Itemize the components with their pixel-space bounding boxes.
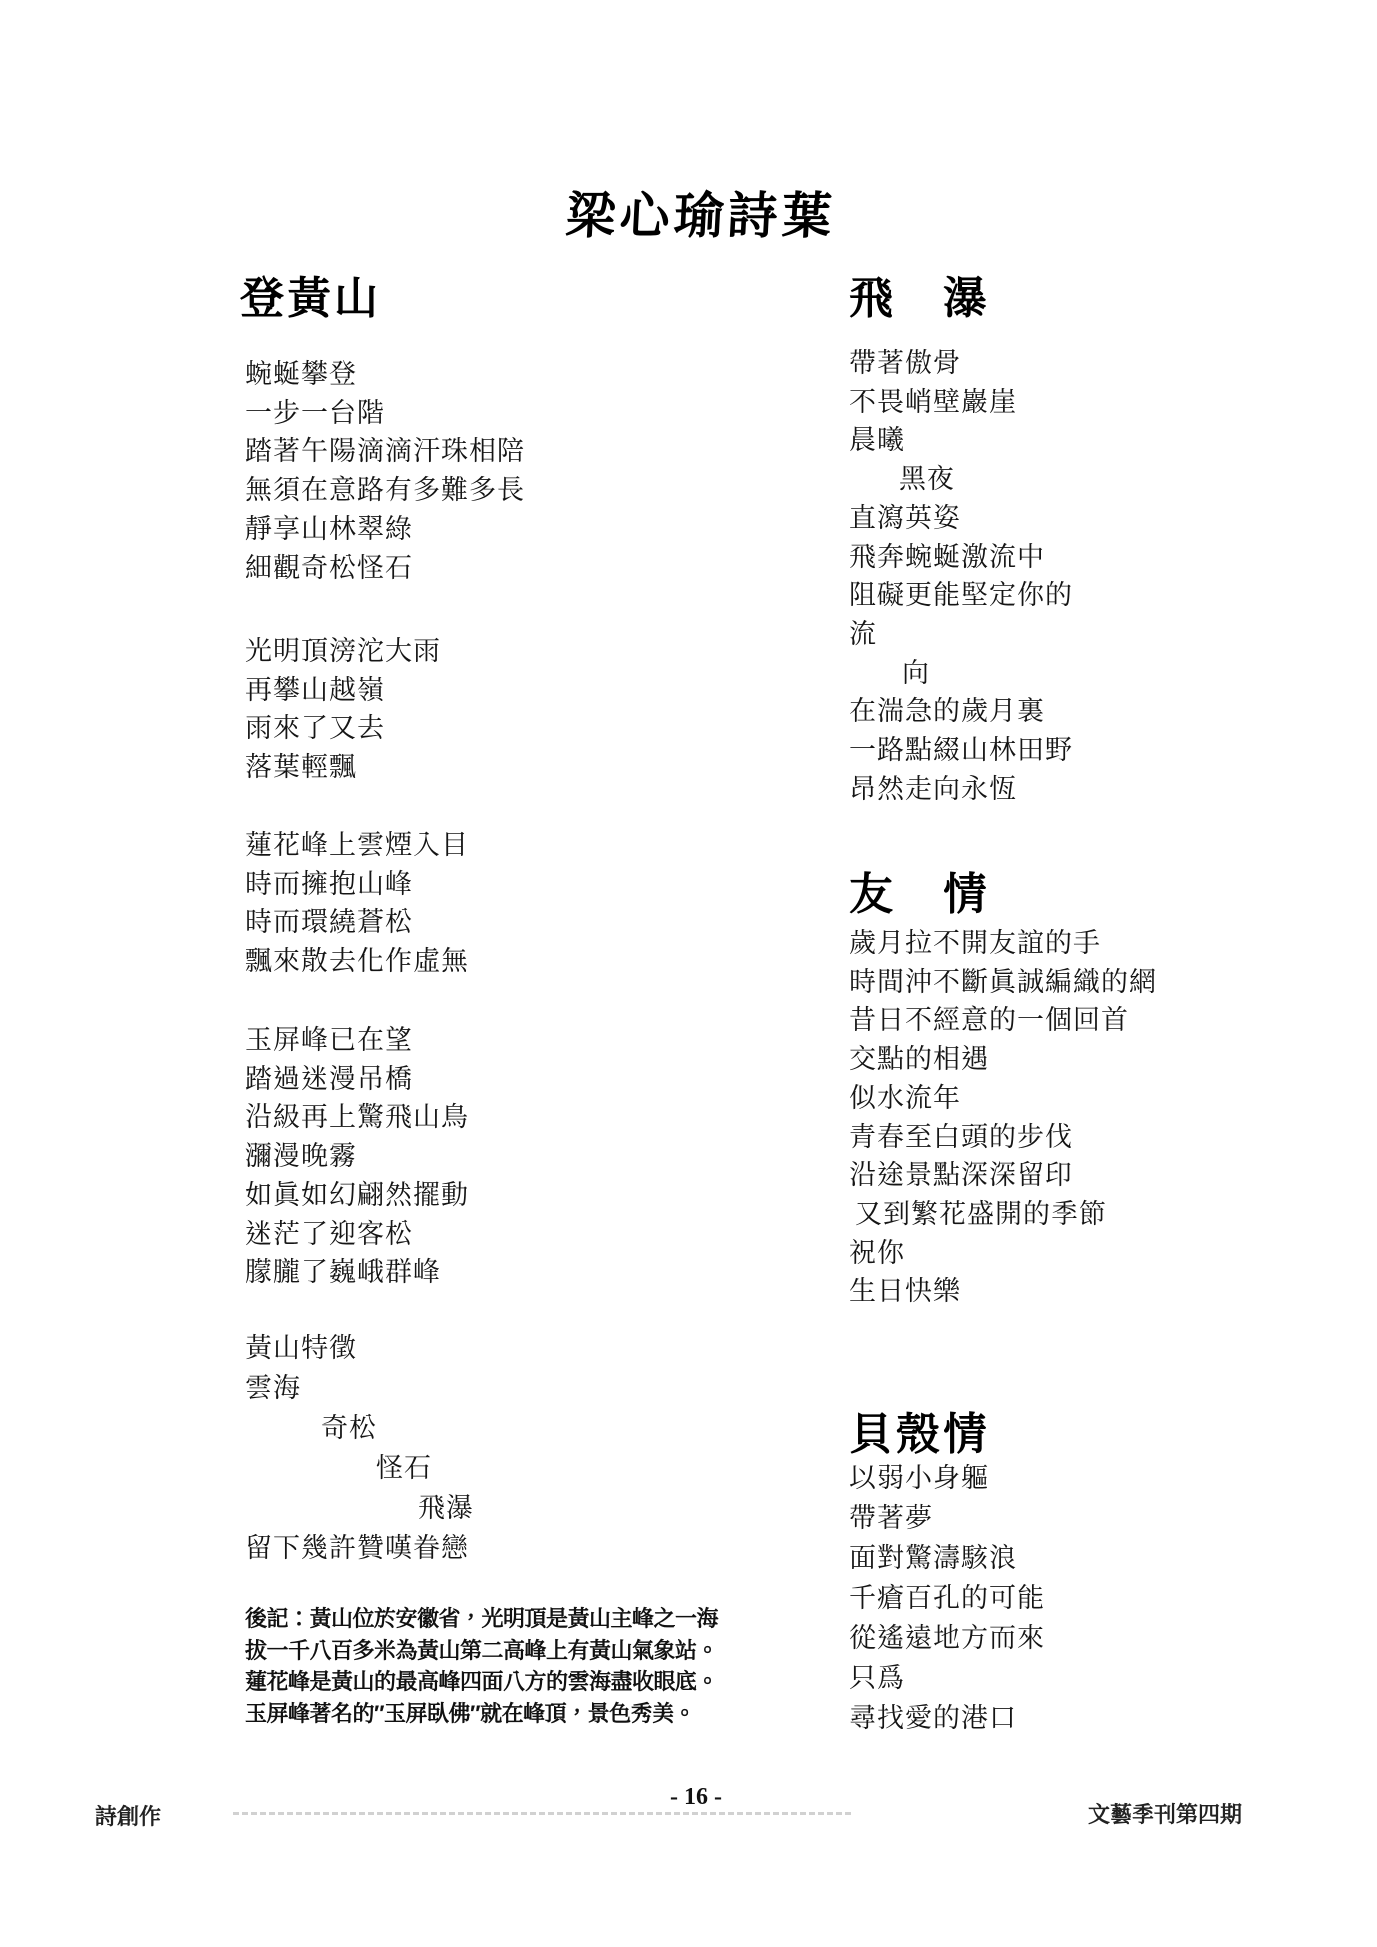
poem-line: 一路點綴山林田野 (849, 735, 1073, 766)
poem-line: 黃山特徵 (245, 1333, 357, 1363)
poem-line: 飛奔蜿蜒激流中 (849, 541, 1045, 572)
poem-line: 怪石 (376, 1453, 432, 1483)
afterword-line: 拔一千八百多米為黃山第二高峰上有黃山氣象站。 (245, 1637, 719, 1663)
poem-you-qing (849, 924, 1157, 1311)
poem-line: 晨曦 (849, 425, 905, 456)
poem-line: 留下幾許贊嘆眷戀 (245, 1533, 469, 1563)
poem-line: 交點的相遇 (849, 1044, 989, 1075)
poem-line: 玉屏峰已在望 (245, 1025, 413, 1055)
poem-line: 流 (849, 618, 877, 649)
poem-stanza-5 (245, 1328, 474, 1568)
page-number: - 16 - (670, 1784, 722, 1810)
poem-line: 奇松 (321, 1413, 377, 1443)
poem-line: 從遙遠地方而來 (849, 1623, 1045, 1653)
poem-line: 靜享山林翠綠 (245, 513, 413, 544)
poem-stanza-3 (245, 826, 469, 981)
poem-line: 昔日不經意的一個回首 (849, 1005, 1129, 1036)
poem-stanza-2 (245, 632, 441, 787)
footer-journal-label: 文藝季刊第四期 (1088, 1802, 1243, 1827)
poem-line: 歲月拉不開友誼的手 (849, 928, 1101, 958)
poem-line: 似水流年 (849, 1082, 961, 1113)
poem-title-you-qing: 友 情 (849, 870, 990, 919)
poem-title-fei-pu: 飛 瀑 (849, 274, 990, 323)
poem-line: 無須在意路有多難多長 (245, 475, 525, 506)
poem-line: 又到繁花盛開的季節 (855, 1198, 1107, 1229)
poem-title-bei-ke-qing: 貝殼情 (849, 1410, 990, 1459)
poem-title-deng-huangshan: 登黃山 (240, 274, 381, 323)
poem-line: 蜿蜒攀登 (245, 359, 357, 389)
poem-line: 只爲 (849, 1663, 905, 1693)
page-title: 梁心瑜詩葉 (564, 186, 838, 245)
poem-stanza-1 (245, 355, 525, 587)
poem-line: 迷茫了迎客松 (245, 1218, 413, 1249)
poem-line: 昂然走向永恆 (849, 773, 1017, 804)
poem-line: 不畏峭壁巖崖 (849, 386, 1017, 417)
poem-stanza-4 (245, 1021, 469, 1292)
poem-line: 飄來散去化作虛無 (245, 946, 469, 977)
poem-line: 黑夜 (899, 464, 955, 495)
afterword-line: 後記：黃山位於安徽省，光明頂是黃山主峰之一海 (245, 1606, 719, 1631)
poem-line: 細觀奇松怪石 (245, 552, 413, 583)
poem-line: 雲海 (245, 1373, 301, 1403)
poem-line: 帶著傲骨 (849, 348, 961, 378)
poem-line: 再攀山越嶺 (245, 674, 385, 705)
poem-line: 時間沖不斷眞誠編織的網 (849, 966, 1157, 997)
poem-line: 時而擁抱山峰 (245, 868, 413, 899)
afterword-line: 玉屏峰著名的″玉屏臥佛″就在峰頂，景色秀美。 (245, 1700, 696, 1726)
poem-line: 一步一台階 (245, 397, 385, 428)
poem-line: 面對驚濤駭浪 (849, 1543, 1017, 1573)
poem-afterword (245, 1603, 718, 1729)
poem-line: 飛瀑 (418, 1493, 474, 1523)
poem-line: 直瀉英姿 (849, 502, 961, 533)
poem-line: 千瘡百孔的可能 (849, 1583, 1045, 1613)
poem-line: 雨來了又去 (245, 713, 385, 744)
poem-line: 踏著午陽滴滴汗珠相陪 (245, 436, 525, 467)
poem-line: 落葉輕飄 (245, 752, 357, 783)
poem-line: 光明頂滂沱大雨 (245, 636, 441, 666)
poem-line: 沿級再上驚飛山鳥 (245, 1102, 469, 1133)
poem-line: 蓮花峰上雲煙入目 (245, 830, 469, 860)
poem-line: 沿途景點深深留印 (849, 1160, 1073, 1191)
poem-bei-ke-qing (849, 1458, 1045, 1738)
poem-line: 在湍急的歲月裏 (849, 696, 1045, 727)
poem-line: 瀰漫晚霧 (245, 1141, 357, 1172)
poem-line: 踏過迷漫吊橋 (245, 1063, 413, 1094)
poem-line: 尋找愛的港口 (849, 1703, 1017, 1733)
poem-line: 向 (902, 657, 930, 688)
poem-line: 朦朧了巍峨群峰 (245, 1257, 441, 1288)
scan-artifact-dashed-line (233, 1812, 851, 1815)
poem-line: 祝你 (849, 1237, 905, 1268)
poem-line: 如眞如幻翩然擺動 (245, 1179, 469, 1210)
poem-line: 青春至白頭的步伐 (849, 1121, 1073, 1152)
poem-fei-pu (849, 344, 1073, 808)
poem-line: 帶著夢 (849, 1503, 933, 1533)
poem-line: 阻礙更能堅定你的 (849, 580, 1073, 611)
afterword-line: 蓮花峰是黃山的最高峰四面八方的雲海盡收眼底。 (245, 1669, 719, 1694)
poem-line: 以弱小身軀 (849, 1463, 989, 1493)
poem-line: 時而環繞蒼松 (245, 907, 413, 938)
footer-section-label: 詩創作 (95, 1804, 162, 1829)
poem-line: 生日快樂 (849, 1276, 961, 1307)
